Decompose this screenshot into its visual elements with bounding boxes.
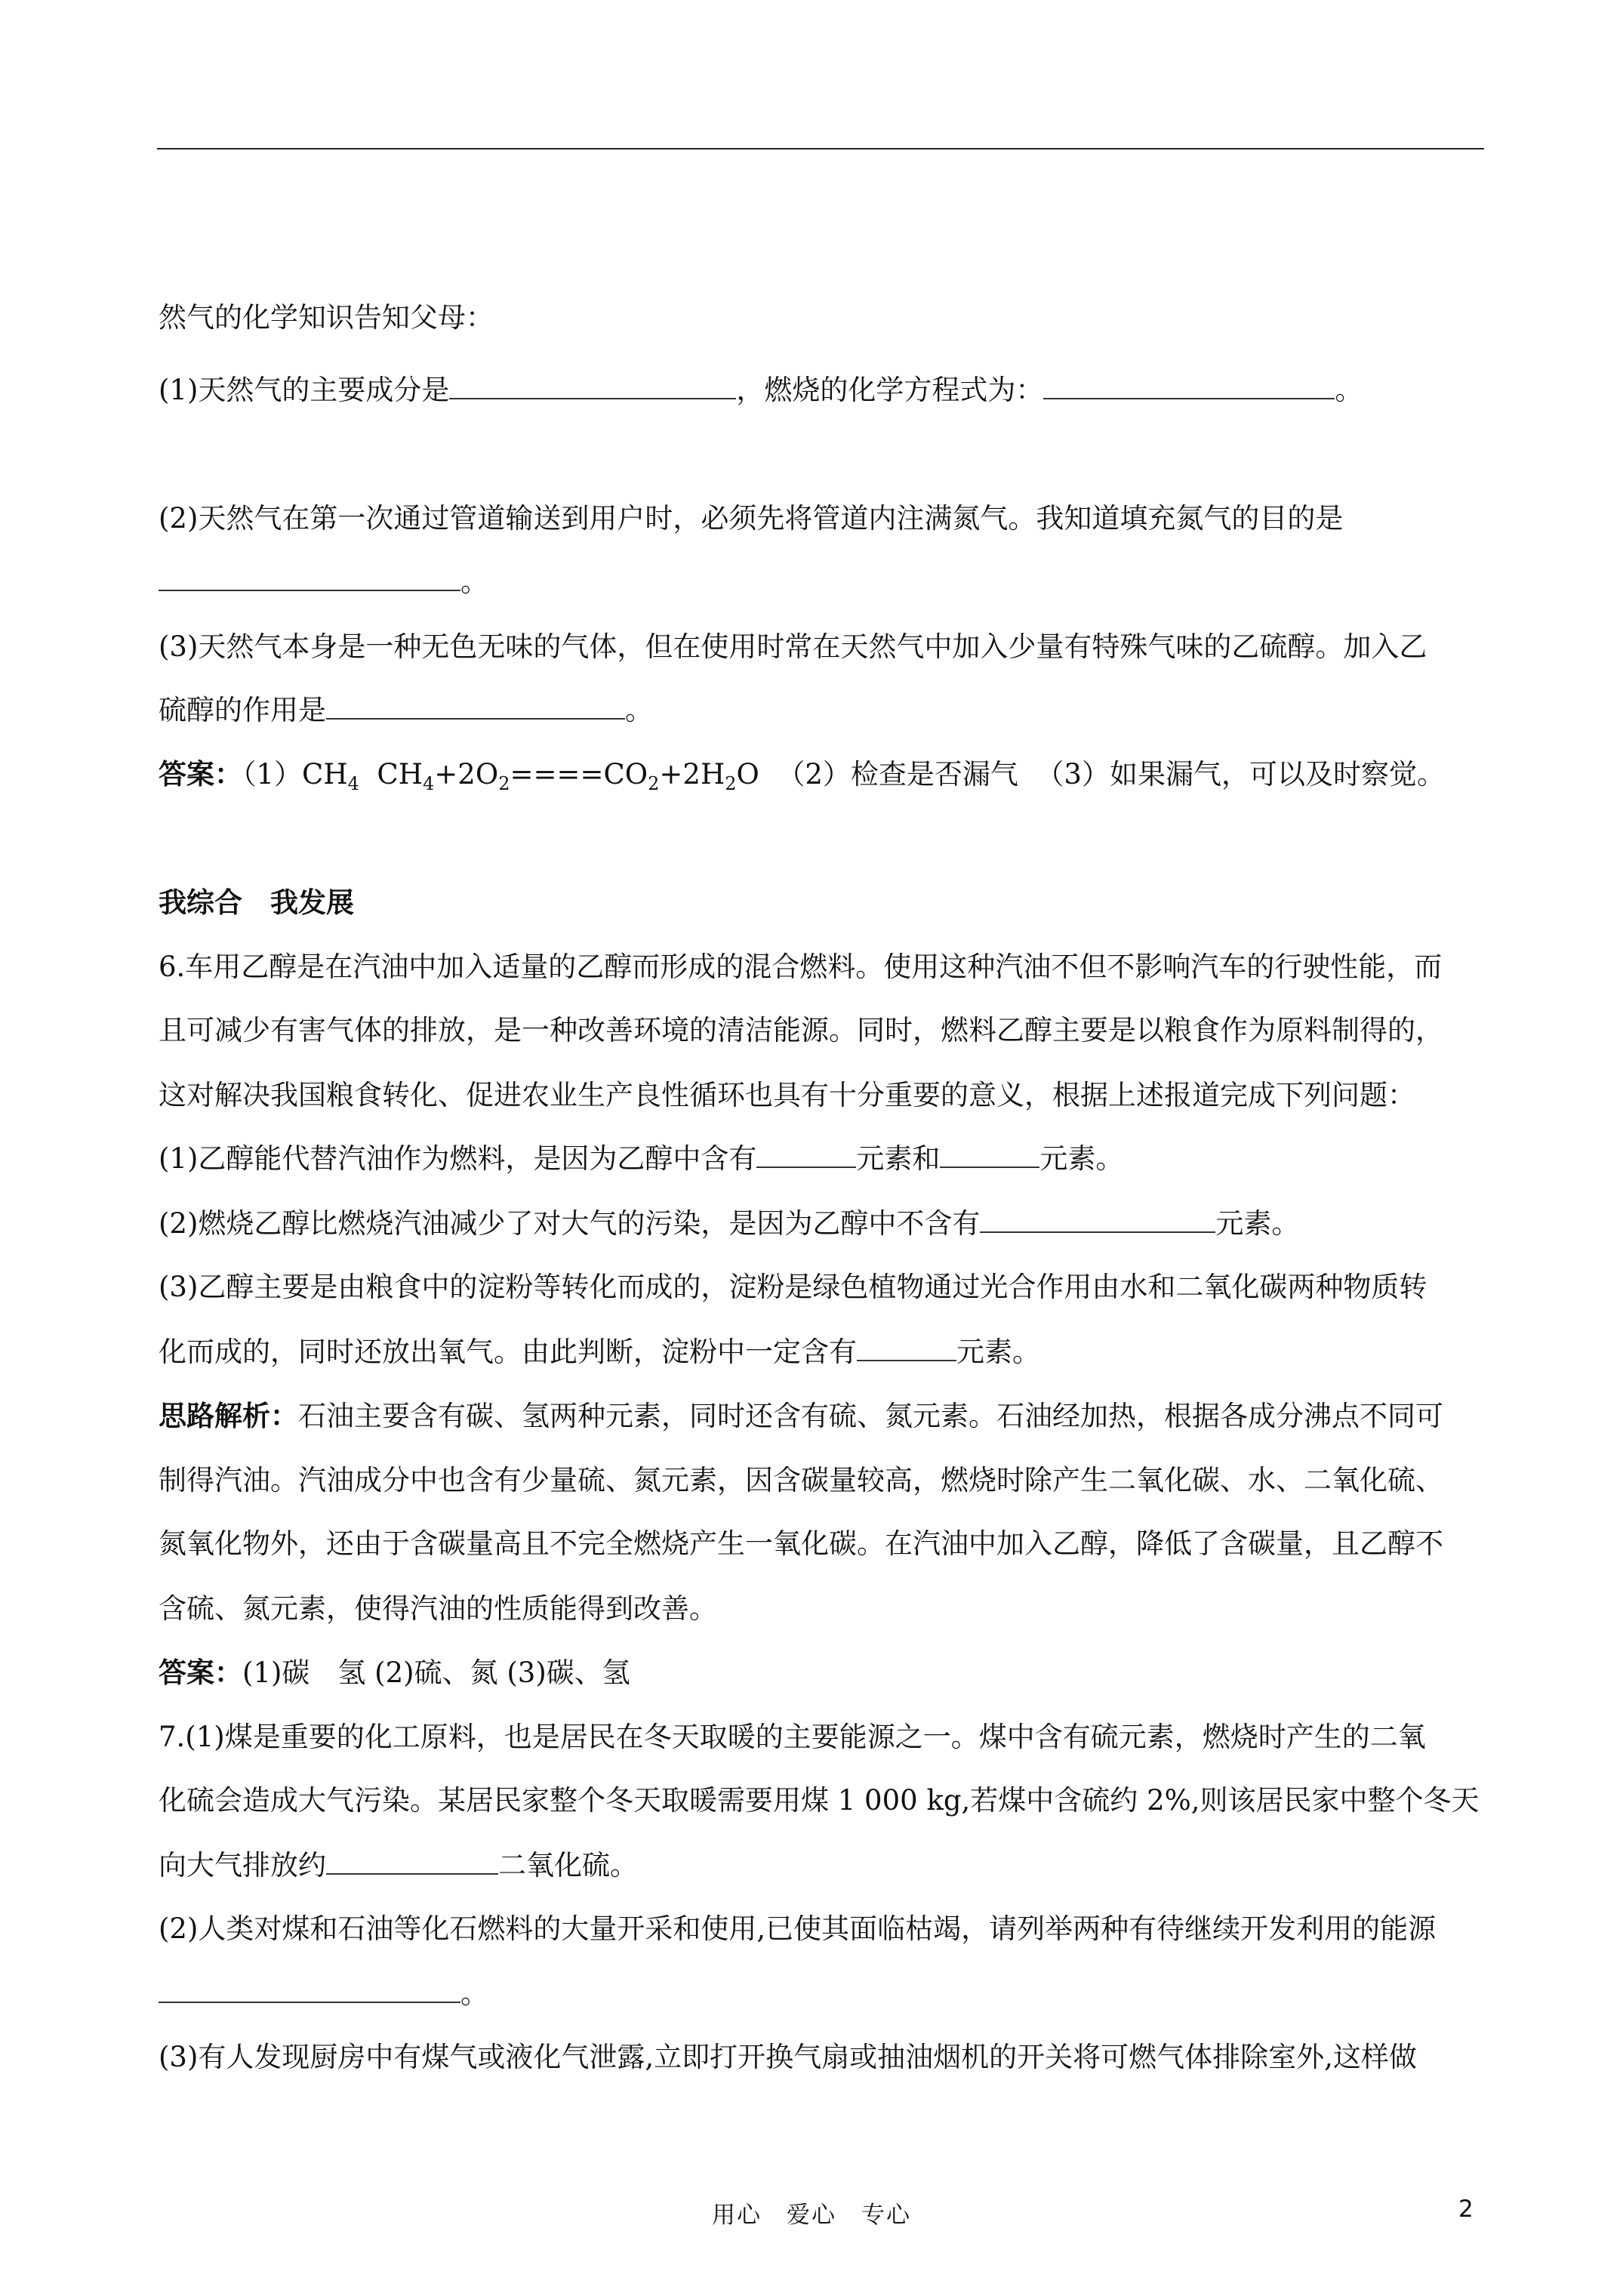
q6-analysis-line2: 制得汽油。汽油成分中也含有少量硫、氮元素，因含碳量较高，燃烧时除产生二氧化碳、水、二氧化硫、: [159, 1464, 1443, 1496]
section-title: 我综合 我发展: [159, 886, 354, 919]
answer-blank[interactable]: [326, 694, 625, 720]
q5-part3-line2: 硫醇的作用是 。: [159, 694, 653, 726]
answer-blank[interactable]: [756, 1142, 856, 1168]
q7-line2: 化硫会造成大气污染。某居民家整个冬天取暖需要用煤 1 000 kg,若煤中含硫约 2%,则该居民家中整个冬天: [159, 1784, 1480, 1817]
q6-analysis-line1: 思路解析：石油主要含有碳、氢两种元素，同时还含有硫、氮元素。石油经加热，根据各成分沸点不同可: [159, 1399, 1443, 1432]
q6-analysis-line3: 氮氧化物外，还由于含碳量高且不完全燃烧产生一氧化碳。在汽油中加入乙醇，降低了含碳量，且乙醇不: [159, 1527, 1443, 1560]
q5-part2-line1: (2)天然气在第一次通过管道输送到用户时，必须先将管道内注满氮气。我知道填充氮气的目的是: [159, 502, 1344, 535]
q6-part3-line1: (3)乙醇主要是由粮食中的淀粉等转化而成的，淀粉是绿色植物通过光合作用由水和二氧化碳两种物质转: [159, 1271, 1427, 1303]
q6-part3-line2: 化而成的，同时还放出氧气。由此判断，淀粉中一定含有 元素。: [159, 1336, 1040, 1368]
q5-part1: (1)天然气的主要成分是 ，燃烧的化学方程式为： 。: [159, 374, 1363, 406]
q7-part2-line1: (2)人类对煤和石油等化石燃料的大量开采和使用,已使其面临枯竭，请列举两种有待继续开发利用的能源: [159, 1912, 1437, 1945]
q5-answer: 答案：$(1)CH_4$ $CH_4+2O_2====CO_2+2H_2O$ （2）检查是否漏气 （3）如果漏气，可以及时察觉。: [159, 757, 1445, 794]
q5-part3-line1: (3)天然气本身是一种无色无味的气体，但在使用时常在天然气中加入少量有特殊气味的乙硫醇。加入乙: [159, 630, 1427, 663]
answer-blank[interactable]: [1043, 374, 1335, 399]
q6-line1: 6.车用乙醇是在汽油中加入适量的乙醇而形成的混合燃料。使用这种汽油不但不影响汽车的行驶性能，而: [159, 951, 1443, 983]
answer-blank[interactable]: [159, 566, 460, 591]
page-footer: 用心 爱心 专心: [712, 2202, 911, 2229]
answer-blank[interactable]: [980, 1207, 1215, 1233]
q7-part3-line1: (3)有人发现厨房中有煤气或液化气泄露,立即打开换气扇或抽油烟机的开关将可燃气体排除室外,这样做: [159, 2041, 1417, 2073]
answer-blank[interactable]: [326, 1849, 498, 1875]
q6-line3: 这对解决我国粮食转化、促进农业生产良性循环也具有十分重要的意义，根据上述报道完成下列问题：: [159, 1079, 1415, 1111]
q6-analysis-line4: 含硫、氮元素，使得汽油的性质能得到改善。: [159, 1592, 717, 1625]
header-rule: [157, 148, 1484, 149]
intro-line: 然气的化学知识告知父母：: [159, 301, 494, 334]
q6-part1: (1)乙醇能代替汽油作为燃料，是因为乙醇中含有 元素和 元素。: [159, 1142, 1124, 1175]
q6-line2: 且可减少有害气体的排放，是一种改善环境的清洁能源。同时，燃料乙醇主要是以粮食作为原料制得的，: [159, 1014, 1443, 1046]
answer-blank[interactable]: [857, 1336, 956, 1361]
answer-blank[interactable]: [159, 1977, 460, 2003]
q6-part2: (2)燃烧乙醇比燃烧汽油减少了对大气的污染，是因为乙醇中不含有 元素。: [159, 1207, 1300, 1240]
q7-line1: 7.(1)煤是重要的化工原料，也是居民在冬天取暖的主要能源之一。煤中含有硫元素，燃烧时产生的二氧: [159, 1721, 1426, 1753]
q7-line3: 向大气排放约 二氧化硫。: [159, 1849, 638, 1881]
answer-blank[interactable]: [940, 1142, 1039, 1168]
q6-answer: 答案：(1)碳 氢 (2)硫、氮 (3)碳、氢: [159, 1656, 630, 1689]
page-number: 2: [1458, 2196, 1474, 2223]
q7-part2-line2: 。: [159, 1977, 488, 2011]
q5-part2-line2: 。: [159, 565, 488, 599]
answer-blank[interactable]: [449, 374, 736, 399]
